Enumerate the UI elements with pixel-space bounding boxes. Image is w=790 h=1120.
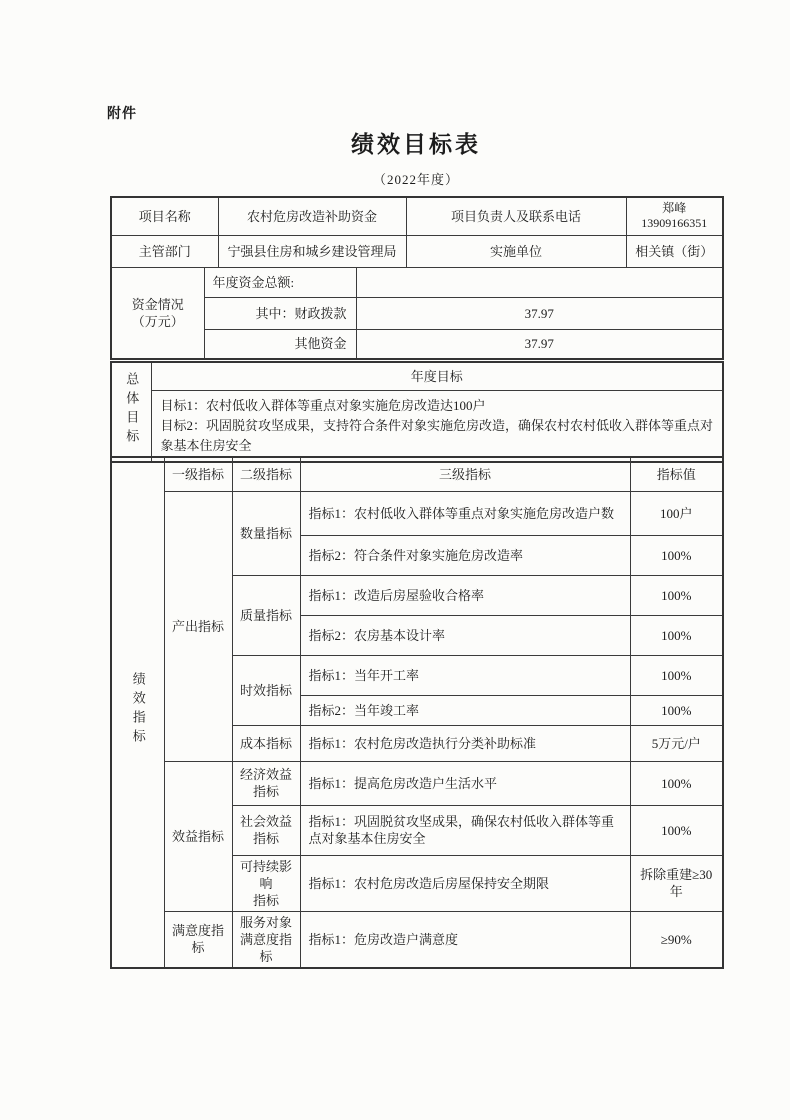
level2-sustainability-line1: 可持续影响 (239, 858, 292, 891)
other-funds-value: 37.97 (356, 329, 723, 359)
level2-economic-line2: 指标 (252, 784, 279, 799)
level2-timeliness: 时效指标 (232, 655, 300, 725)
level2-sustainability (232, 855, 300, 911)
indicator-value: 100% (630, 535, 723, 575)
level2-service-line1: 服务对象 (239, 914, 292, 930)
level2-social (232, 805, 300, 855)
indicator-text: 指标2：当年竣工率 (300, 695, 630, 725)
funds-label (111, 267, 204, 359)
indicator-value: 拆除重建≥30年 (630, 855, 723, 911)
level2-economic-line1: 经济效益 (239, 767, 292, 782)
annual-goal-header: 年度目标 (151, 362, 723, 390)
manager-phone: 13909166351 (641, 216, 708, 231)
level2-service-satisfaction (232, 911, 300, 968)
goal-2-text: 目标2：巩固脱贫攻坚成果，支持符合条件对象实施危房改造，确保农村农村低收入群体等重点对象基本住房安全 (160, 417, 714, 453)
dept-label: 主管部门 (111, 235, 218, 267)
dept-value: 宁强县住房和城乡建设管理局 (218, 235, 406, 267)
indicator-text: 指标1：危房改造户满意度 (300, 911, 630, 968)
header-level2: 二级指标 (232, 457, 300, 491)
indicators-table (110, 456, 724, 969)
manager-value (626, 197, 723, 235)
annual-goal-text (151, 390, 723, 462)
total-funds-label: 年度资金总额: (204, 267, 356, 297)
indicator-value: 100% (630, 805, 723, 855)
indicator-value: 100% (630, 655, 723, 695)
level2-social-line1: 社会效益 (239, 814, 292, 829)
header-value: 指标值 (630, 457, 723, 491)
indicators-vertical-text: 绩效指标 (130, 672, 146, 749)
level1-output: 产出指标 (164, 491, 232, 761)
header-level3: 三级指标 (300, 457, 630, 491)
overall-goal-table (110, 361, 724, 463)
indicator-value: 100% (630, 575, 723, 615)
goal-1-text: 目标1：农村低收入群体等重点对象实施危房改造达100户 (160, 397, 486, 413)
indicator-text: 指标1：农村危房改造后房屋保持安全期限 (300, 855, 630, 911)
level1-satisfaction: 满意度指标 (164, 911, 232, 968)
doc-subtitle: （2022年度） (372, 172, 459, 187)
indicator-value: ≥90% (630, 911, 723, 968)
indicator-text: 指标2：农房基本设计率 (300, 615, 630, 655)
level2-sustainability-line2: 指标 (252, 892, 279, 908)
indicator-text: 指标1：农村低收入群体等重点对象实施危房改造户数 (300, 491, 630, 535)
level2-social-line2: 指标 (252, 831, 279, 846)
project-info-table (110, 196, 724, 360)
level2-cost: 成本指标 (232, 725, 300, 761)
impl-label: 实施单位 (406, 235, 626, 267)
attachment-label: 附件 (107, 107, 137, 122)
manager-name: 郑峰 (662, 201, 687, 216)
indicator-value: 100% (630, 615, 723, 655)
fiscal-funds-value: 37.97 (356, 297, 723, 329)
indicator-text: 指标1：改造后房屋验收合格率 (300, 575, 630, 615)
indicators-side-label (111, 457, 164, 968)
funds-label-line2: （万元） (131, 313, 184, 329)
overall-goal-side-label (111, 362, 151, 462)
level2-service-line2: 满意度指标 (239, 931, 292, 964)
project-name-value: 农村危房改造补助资金 (218, 197, 406, 235)
indicator-value: 100户 (630, 491, 723, 535)
indicator-value: 100% (630, 761, 723, 805)
fiscal-funds-label: 其中：财政拨款 (204, 297, 356, 329)
funds-label-line1: 资金情况 (131, 296, 184, 312)
impl-value: 相关镇（街） (626, 235, 723, 267)
indicator-value: 100% (630, 695, 723, 725)
level2-economic (232, 761, 300, 805)
level2-quantity: 数量指标 (232, 491, 300, 575)
indicator-text: 指标1：提高危房改造户生活水平 (300, 761, 630, 805)
indicator-value: 5万元/户 (630, 725, 723, 761)
total-funds-value (356, 267, 723, 297)
indicator-text: 指标1：巩固脱贫攻坚成果，确保农村低收入群体等重点对象基本住房安全 (300, 805, 630, 855)
manager-label: 项目负责人及联系电话 (406, 197, 626, 235)
header-level1: 一级指标 (164, 457, 232, 491)
indicator-text: 指标1：农村危房改造执行分类补助标准 (300, 725, 630, 761)
overall-goal-vertical-text: 总体目标 (124, 371, 140, 448)
level2-quality: 质量指标 (232, 575, 300, 655)
level1-benefit: 效益指标 (164, 761, 232, 911)
project-name-label: 项目名称 (111, 197, 218, 235)
doc-title: 绩效目标表 (351, 132, 481, 157)
other-funds-label: 其他资金 (204, 329, 356, 359)
indicator-text: 指标2：符合条件对象实施危房改造率 (300, 535, 630, 575)
indicator-text: 指标1：当年开工率 (300, 655, 630, 695)
